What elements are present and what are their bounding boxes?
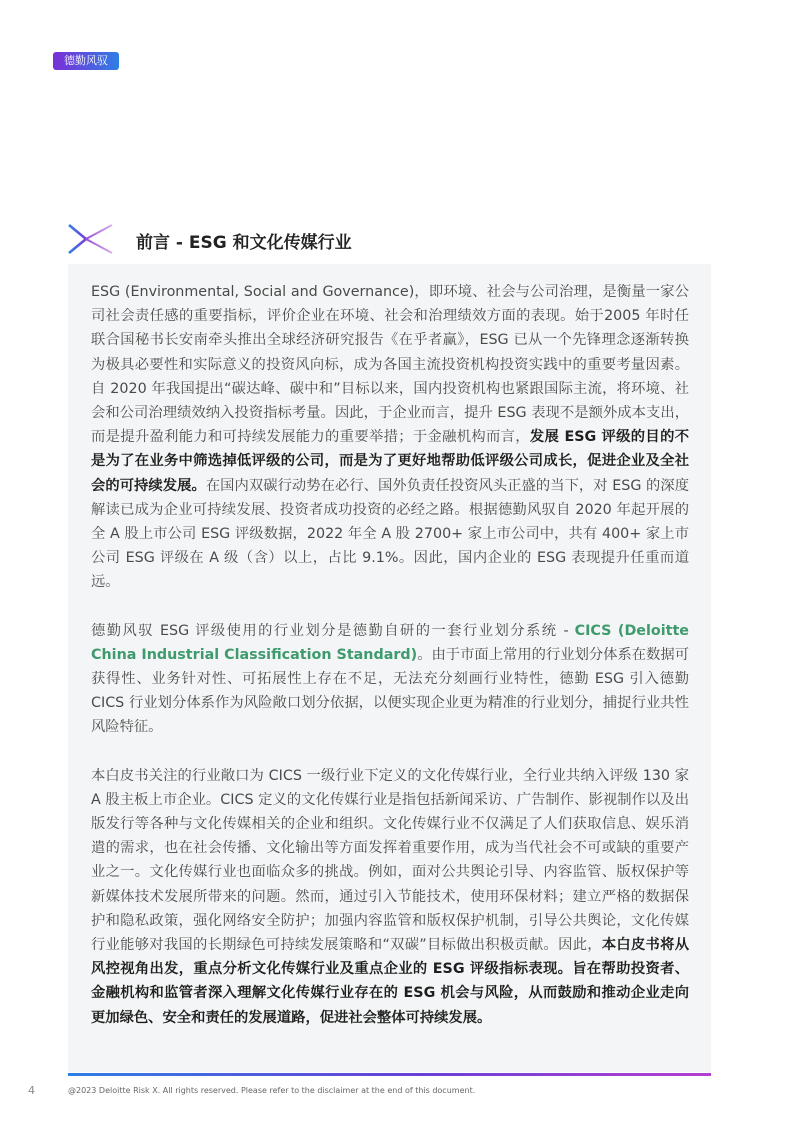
cross-arrow-icon [66,222,116,256]
highlight-esg-purpose: 发展 ESG 评级的目的不是为了在业务中筛选掉低评级的公司，而是为了更好地帮助低评级公司成长，促进企业及全社会的可持续发展。 [91,429,689,494]
copyright-notice: @2023 Deloitte Risk X. All rights reserved. Please refer to the disclaimer at the end of this document. [68,1086,476,1095]
section-header [66,220,726,256]
body-text [91,280,689,1030]
footer-divider [68,1073,711,1076]
page-number: 4 [28,1084,35,1097]
cics-name: CICS (Deloitte China Industrial Classification Standard) [91,622,689,663]
section-title: 前言 - ESG 和文化传媒行业 [136,233,352,253]
paragraph-esg-intro: ESG (Environmental, Social and Governance)，即环境、社会与公司治理，是衡量一家公司社会责任感的重要指标，评价企业在环境、社会和治理绩效方面的表现。始于2005 年时任联合国秘书长安南牵头推出全球经济研究报告《在乎者赢》，ESG 已从一个先锋理念逐渐转换为极具必要性和实际意义的投资风向标，成为各国主流投资机构投资实践中的重要考量因素。自 2020 年我国提出“碳达峰、碳中和”目标以来，国内投资机构也紧跟国际主流，将环境、社会和公司治理绩效纳入投资指标考量。因此，于企业而言，提升 ESG 表现不是额外成本支出，而是提升盈利能力和可持续发展能力的重要举措；于金融机构而言，发展 ESG 评级的目的不是为了在业务中筛选掉低评级的公司，而是为了更好地帮助低评级公司成长，促进企业及全社会的可持续发展。在国内双碳行动势在必行、国外负责任投资风头正盛的当下，对 ESG 的深度解读已成为企业可持续发展、投资者成功投资的必经之路。根据德勤风驭自 2020 年起开展的全 A 股上市公司 ESG 评级数据，2022 年全 A 股 2700+ 家上市公司中，共有 400+ 家上市公司 ESG 评级在 A 级（含）以上，占比 9.1%。因此，国内企业的 ESG 表现提升任重而道远。 [91,284,690,591]
brand-tag: 德勤风驭 [53,52,119,70]
paragraph-media-industry: 本白皮书关注的行业敞口为 CICS 一级行业下定义的文化传媒行业，全行业共纳入评级 130 家 A 股主板上市企业。CICS 定义的文化传媒行业是指包括新闻采访、广告制作、影视制作以及出版发行等各种与文化传媒相关的企业和组织。文化传媒行业不仅满足了人们获取信息、娱乐消遣的需求，也在社会传播、文化输出等方面发挥着重要作用，成为当代社会不可或缺的重要产业之一。文化传媒行业也面临众多的挑战。例如，面对公共舆论引导、内容监管、版权保护等新媒体技术发展所带来的问题。然而，通过引入节能技术，使用环保材料；建立严格的数据保护和隐私政策，强化网络安全防护；加强内容监管和版权保护机制，引导公共舆论，文化传媒行业能够对我国的长期绿色可持续发展策略和“双碳”目标做出积极贡献。因此，本白皮书将从风控视角出发，重点分析文化传媒行业及重点企业的 ESG 评级指标表现。旨在帮助投资者、金融机构和监管者深入理解文化传媒行业存在的 ESG 机会与风险，从而鼓励和推动企业走向更加绿色、安全和责任的发展道路，促进社会整体可持续发展。 [91,767,690,1026]
paragraph-cics: 德勤风驭 ESG 评级使用的行业划分是德勤自研的一套行业划分系统 - CICS (Deloitte China Industrial Classification Standard)。由于市面上常用的行业划分体系在数据可获得性、业务针对性、可拓展性上存在不足，无法充分刻画行业特性，德勤 ESG 引入德勤 CICS 行业划分体系作为风险敞口划分依据，以便实现企业更为精准的行业划分，捕捉行业共性风险特征。 [91,622,690,736]
highlight-whitepaper-focus: 本白皮书将从风控视角出发，重点分析文化传媒行业及重点企业的 ESG 评级指标表现。旨在帮助投资者、金融机构和监管者深入理解文化传媒行业存在的 ESG 机会与风险，从而鼓励和推动企业走向更加绿色、安全和责任的发展道路，促进社会整体可持续发展。 [91,937,690,1026]
